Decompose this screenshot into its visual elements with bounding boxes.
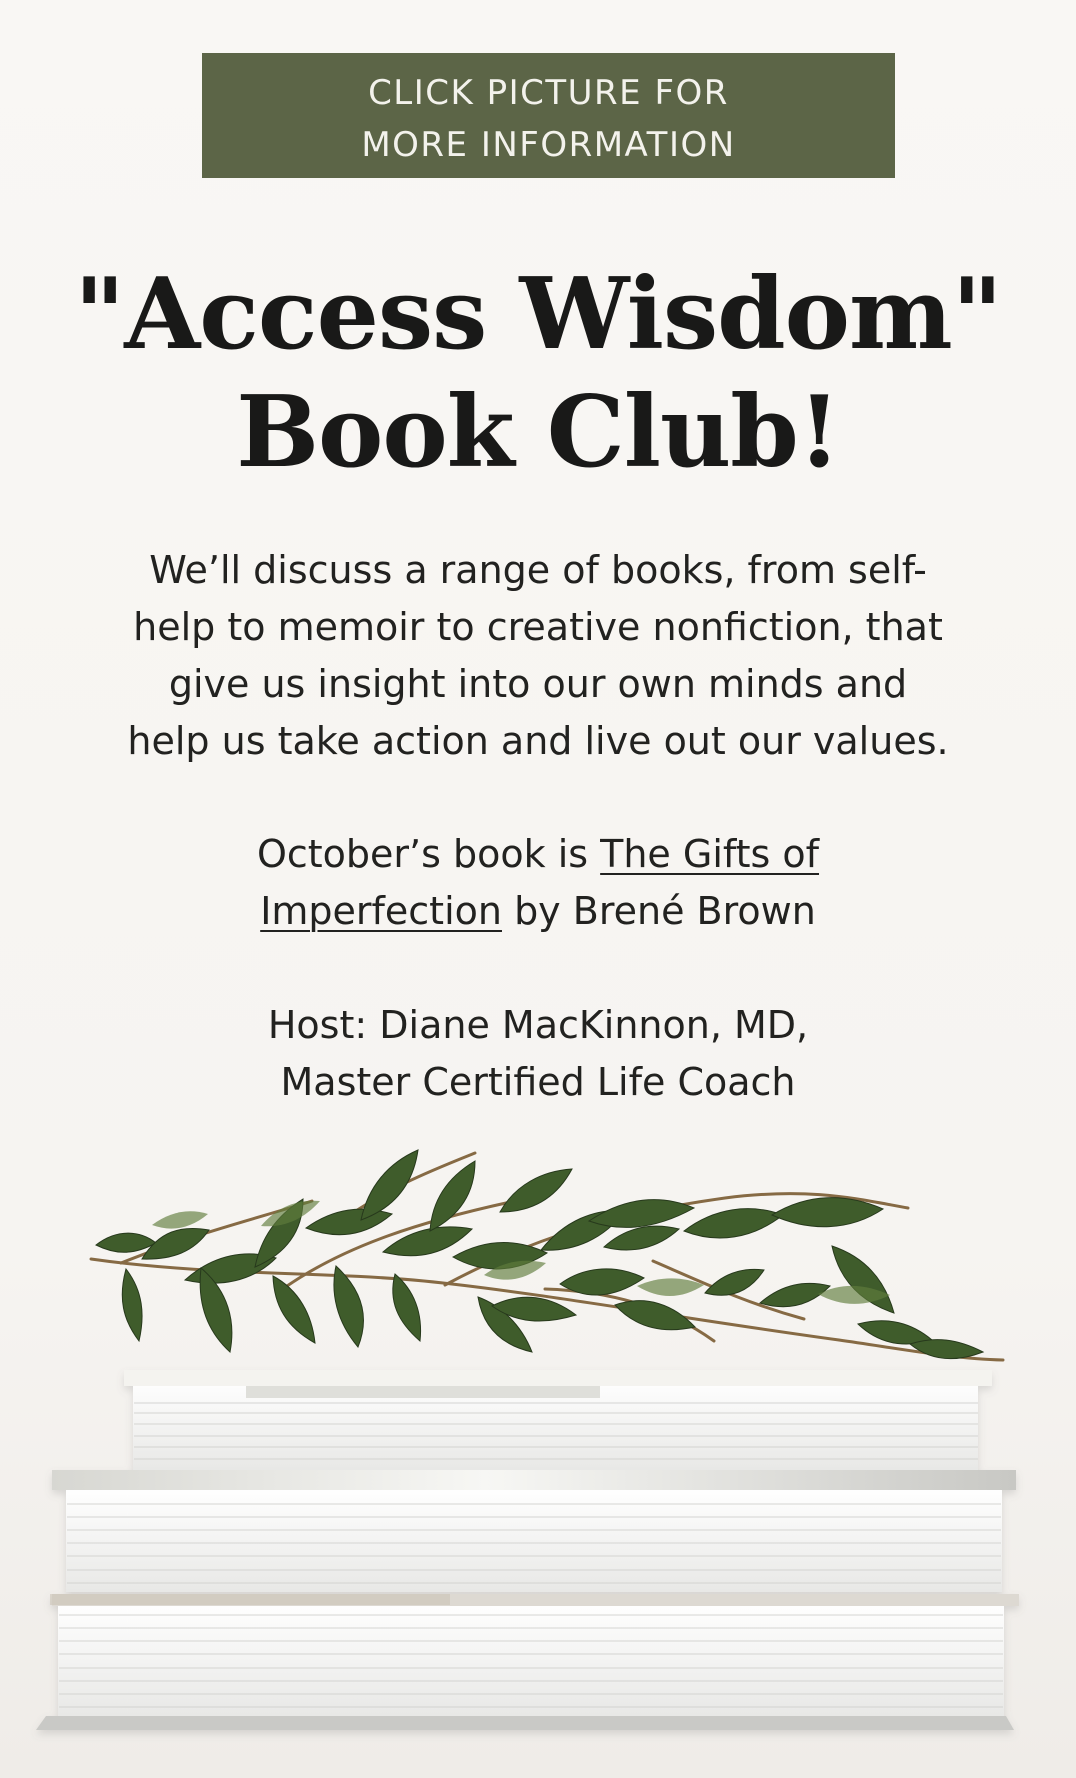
october-book-line-1 xyxy=(80,826,996,883)
october-book-line-2 xyxy=(80,883,996,940)
october-book-info xyxy=(80,826,996,940)
banner-label: CLICK PICTURE FOR MORE INFORMATION xyxy=(361,72,736,165)
book-author: by Brené Brown xyxy=(501,889,816,933)
book-prefix: October’s book is xyxy=(256,832,601,876)
books-with-greenery-photo[interactable] xyxy=(0,1110,1076,1778)
book-club-title: "Access Wisdom" Book Club! xyxy=(74,257,1002,490)
host-info: Host: Diane MacKinnon, MD, Master Certified Life Coach xyxy=(267,1003,809,1104)
book-title-link-part-2[interactable]: Imperfection xyxy=(260,889,502,933)
more-information-banner[interactable] xyxy=(202,53,895,178)
book-title-link-part-1[interactable]: The Gifts of xyxy=(600,832,820,876)
book-club-description: We’ll discuss a range of books, from self- help to memoir to creative nonfiction, that give us insight into our own minds and help us take action and live out our values. xyxy=(127,548,949,763)
